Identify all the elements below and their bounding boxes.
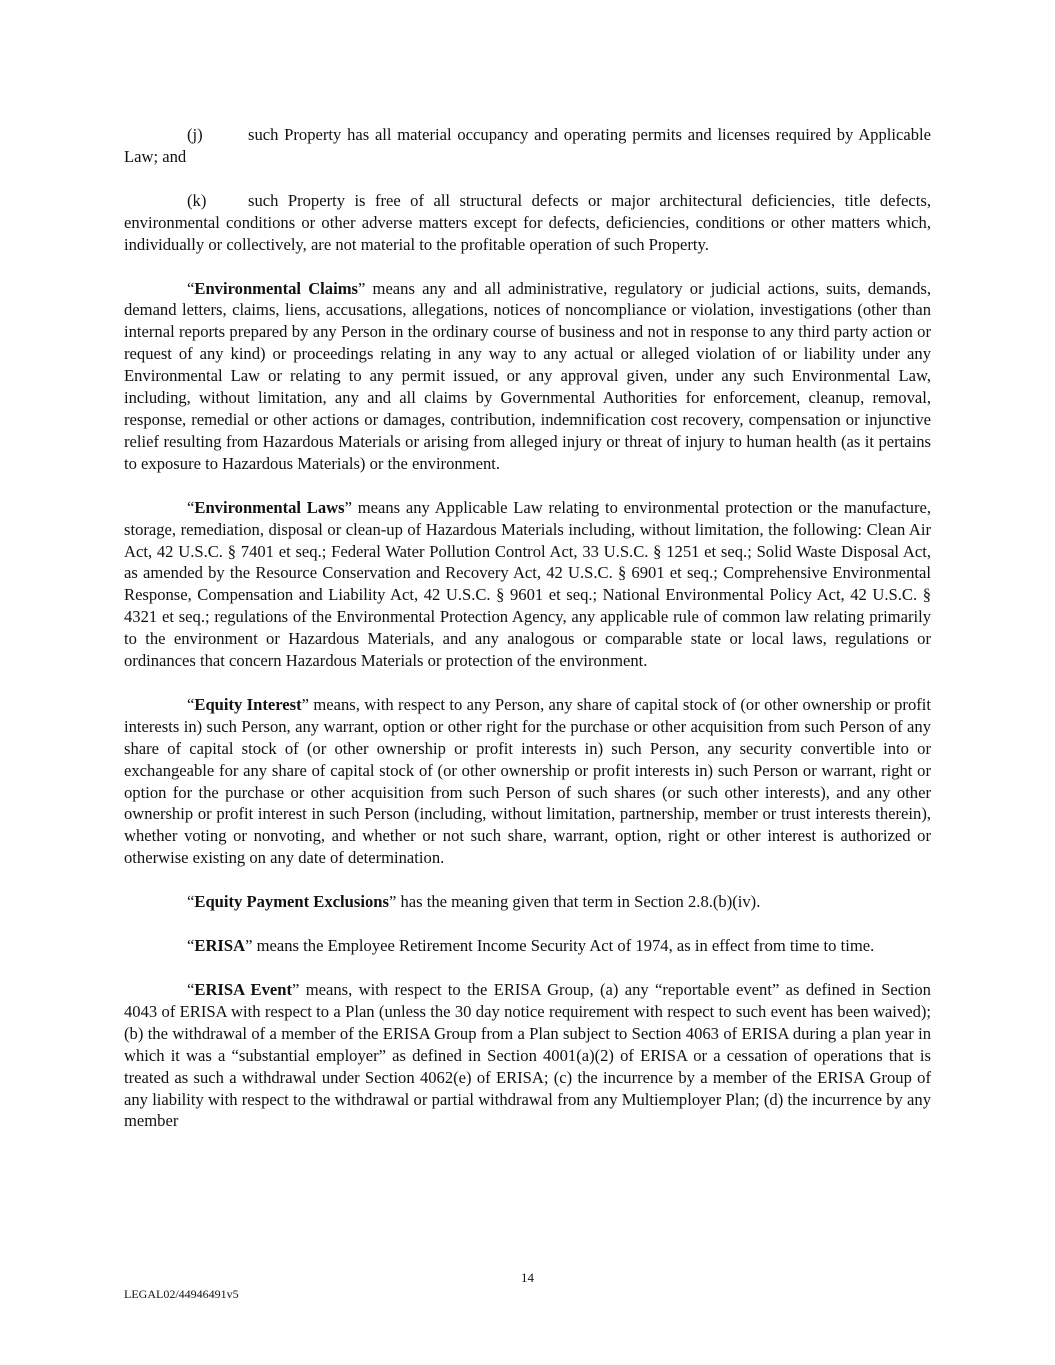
- definition-erisa-event: [124, 979, 931, 1132]
- definition-text: ” means the Employee Retirement Income Security Act of 1974, as in effect from time to time.: [245, 936, 875, 956]
- defined-term: Equity Interest: [194, 694, 302, 714]
- clause-label: (k): [187, 190, 207, 210]
- definition-environmental-claims: [124, 278, 931, 475]
- definition-text: ” has the meaning given that term in Section 2.8.(b)(iv).: [388, 892, 761, 912]
- clause-j: [124, 124, 931, 168]
- defined-term: Equity Payment Exclusions: [194, 892, 389, 912]
- open-quote: “: [187, 936, 195, 956]
- clause-label: (j): [187, 125, 203, 144]
- open-quote: “: [187, 694, 195, 714]
- defined-term: Environmental Claims: [194, 278, 358, 298]
- page-number: 14: [521, 1270, 534, 1285]
- clause-text: such Property is free of all structural defects or major architectural deficiencies, title defects, environmental conditions or other adverse matters except for defects, deficiencies, conditions or other matters which, individually or collectively, are not material to the profitable operation of such Property.: [124, 190, 931, 254]
- open-quote: “: [187, 892, 195, 912]
- clause-text: such Property has all material occupancy and operating permits and licenses required by Applicable Law; and: [124, 125, 931, 166]
- definition-equity-payment-exclusions: [124, 891, 931, 913]
- definition-text: ” means any and all administrative, regulatory or judicial actions, suits, demands, demand letters, claims, liens, accusations, allegations, notices of noncompliance or violation, investigations (other than internal reports prepared by any Person in the ordinary course of business and not in response to any third party action or request of any kind) or proceedings relating in any way to any actual or alleged violation of or liability under any Environmental Law or relating to any permit issued, or any approval given, under any such Environmental Law, including, without limitation, any and all claims by Governmental Authorities for enforcement, cleanup, removal, response, remedial or other actions or damages, contribution, indemnification cost recovery, compensation or injunctive relief resulting from Hazardous Materials or arising from alleged injury or threat of injury to human health (as it pertains to exposure to Hazardous Materials) or the environment.: [124, 278, 931, 473]
- open-quote: “: [187, 497, 195, 517]
- definition-equity-interest: [124, 694, 931, 869]
- definition-text: ” means, with respect to the ERISA Group, (a) any “reportable event” as defined in Section 4043 of ERISA with respect to a Plan (unless the 30 day notice requirement with respect to such event has been waived); (b) the withdrawal of a member of the ERISA Group from a Plan subject to Section 4063 of ERISA during a plan year in which it was a “substantial employer” as defined in Section 4001(a)(2) of ERISA or a cessation of operations that is treated as such a withdrawal under Section 4062(e) of ERISA; (c) the incurrence by a member of the ERISA Group of any liability with respect to the withdrawal or partial withdrawal from any Multiemployer Plan; (d) the incurrence by any member: [124, 980, 931, 1131]
- document-id: LEGAL02/44946491v5: [124, 1287, 239, 1301]
- definition-text: ” means any Applicable Law relating to environmental protection or the manufacture, storage, remediation, disposal or clean-up of Hazardous Materials including, without limitation, the following: Clean Air Act, 42 U.S.C. § 7401 et seq.; Federal Water Pollution Control Act, 33 U.S.C. § 1251 et seq.; Solid Waste Disposal Act, as amended by the Resource Conservation and Recovery Act, 42 U.S.C. § 6901 et seq.; Comprehensive Environmental Response, Compensation and Liability Act, 42 U.S.C. § 9601 et seq.; National Environmental Policy Act, 42 U.S.C. § 4321 et seq.; regulations of the Environmental Protection Agency, any applicable rule of common law relating primarily to the environment or Hazardous Materials, and any analogous or comparable state or local laws, regulations or ordinances that concern Hazardous Materials or protection of the environment.: [124, 497, 931, 671]
- definition-erisa: [124, 935, 931, 957]
- defined-term: Environmental Laws: [194, 497, 345, 517]
- defined-term: ERISA Event: [194, 980, 293, 999]
- defined-term: ERISA: [194, 936, 246, 956]
- definition-text: ” means, with respect to any Person, any share of capital stock of (or other ownership or profit interests in) such Person, any warrant, option or other right for the purchase or other acquisition from such Person of any share of capital stock of (or other ownership or profit interests in) such Person, any security convertible into or exchangeable for any share of capital stock of (or other ownership or profit interests in) such Person or warrant, right or option for the purchase or other acquisition from such Person of such shares (or such other interests), and any other ownership or profit interest in such Person (including, without limitation, partnership, member or trust interests therein), whether voting or nonvoting, and whether or not such share, warrant, option, right or other interest is authorized or otherwise existing on any date of determination.: [124, 694, 931, 868]
- document-body: [124, 124, 931, 1154]
- clause-k: [124, 190, 931, 256]
- open-quote: “: [187, 980, 195, 999]
- definition-environmental-laws: [124, 497, 931, 672]
- open-quote: “: [187, 278, 195, 298]
